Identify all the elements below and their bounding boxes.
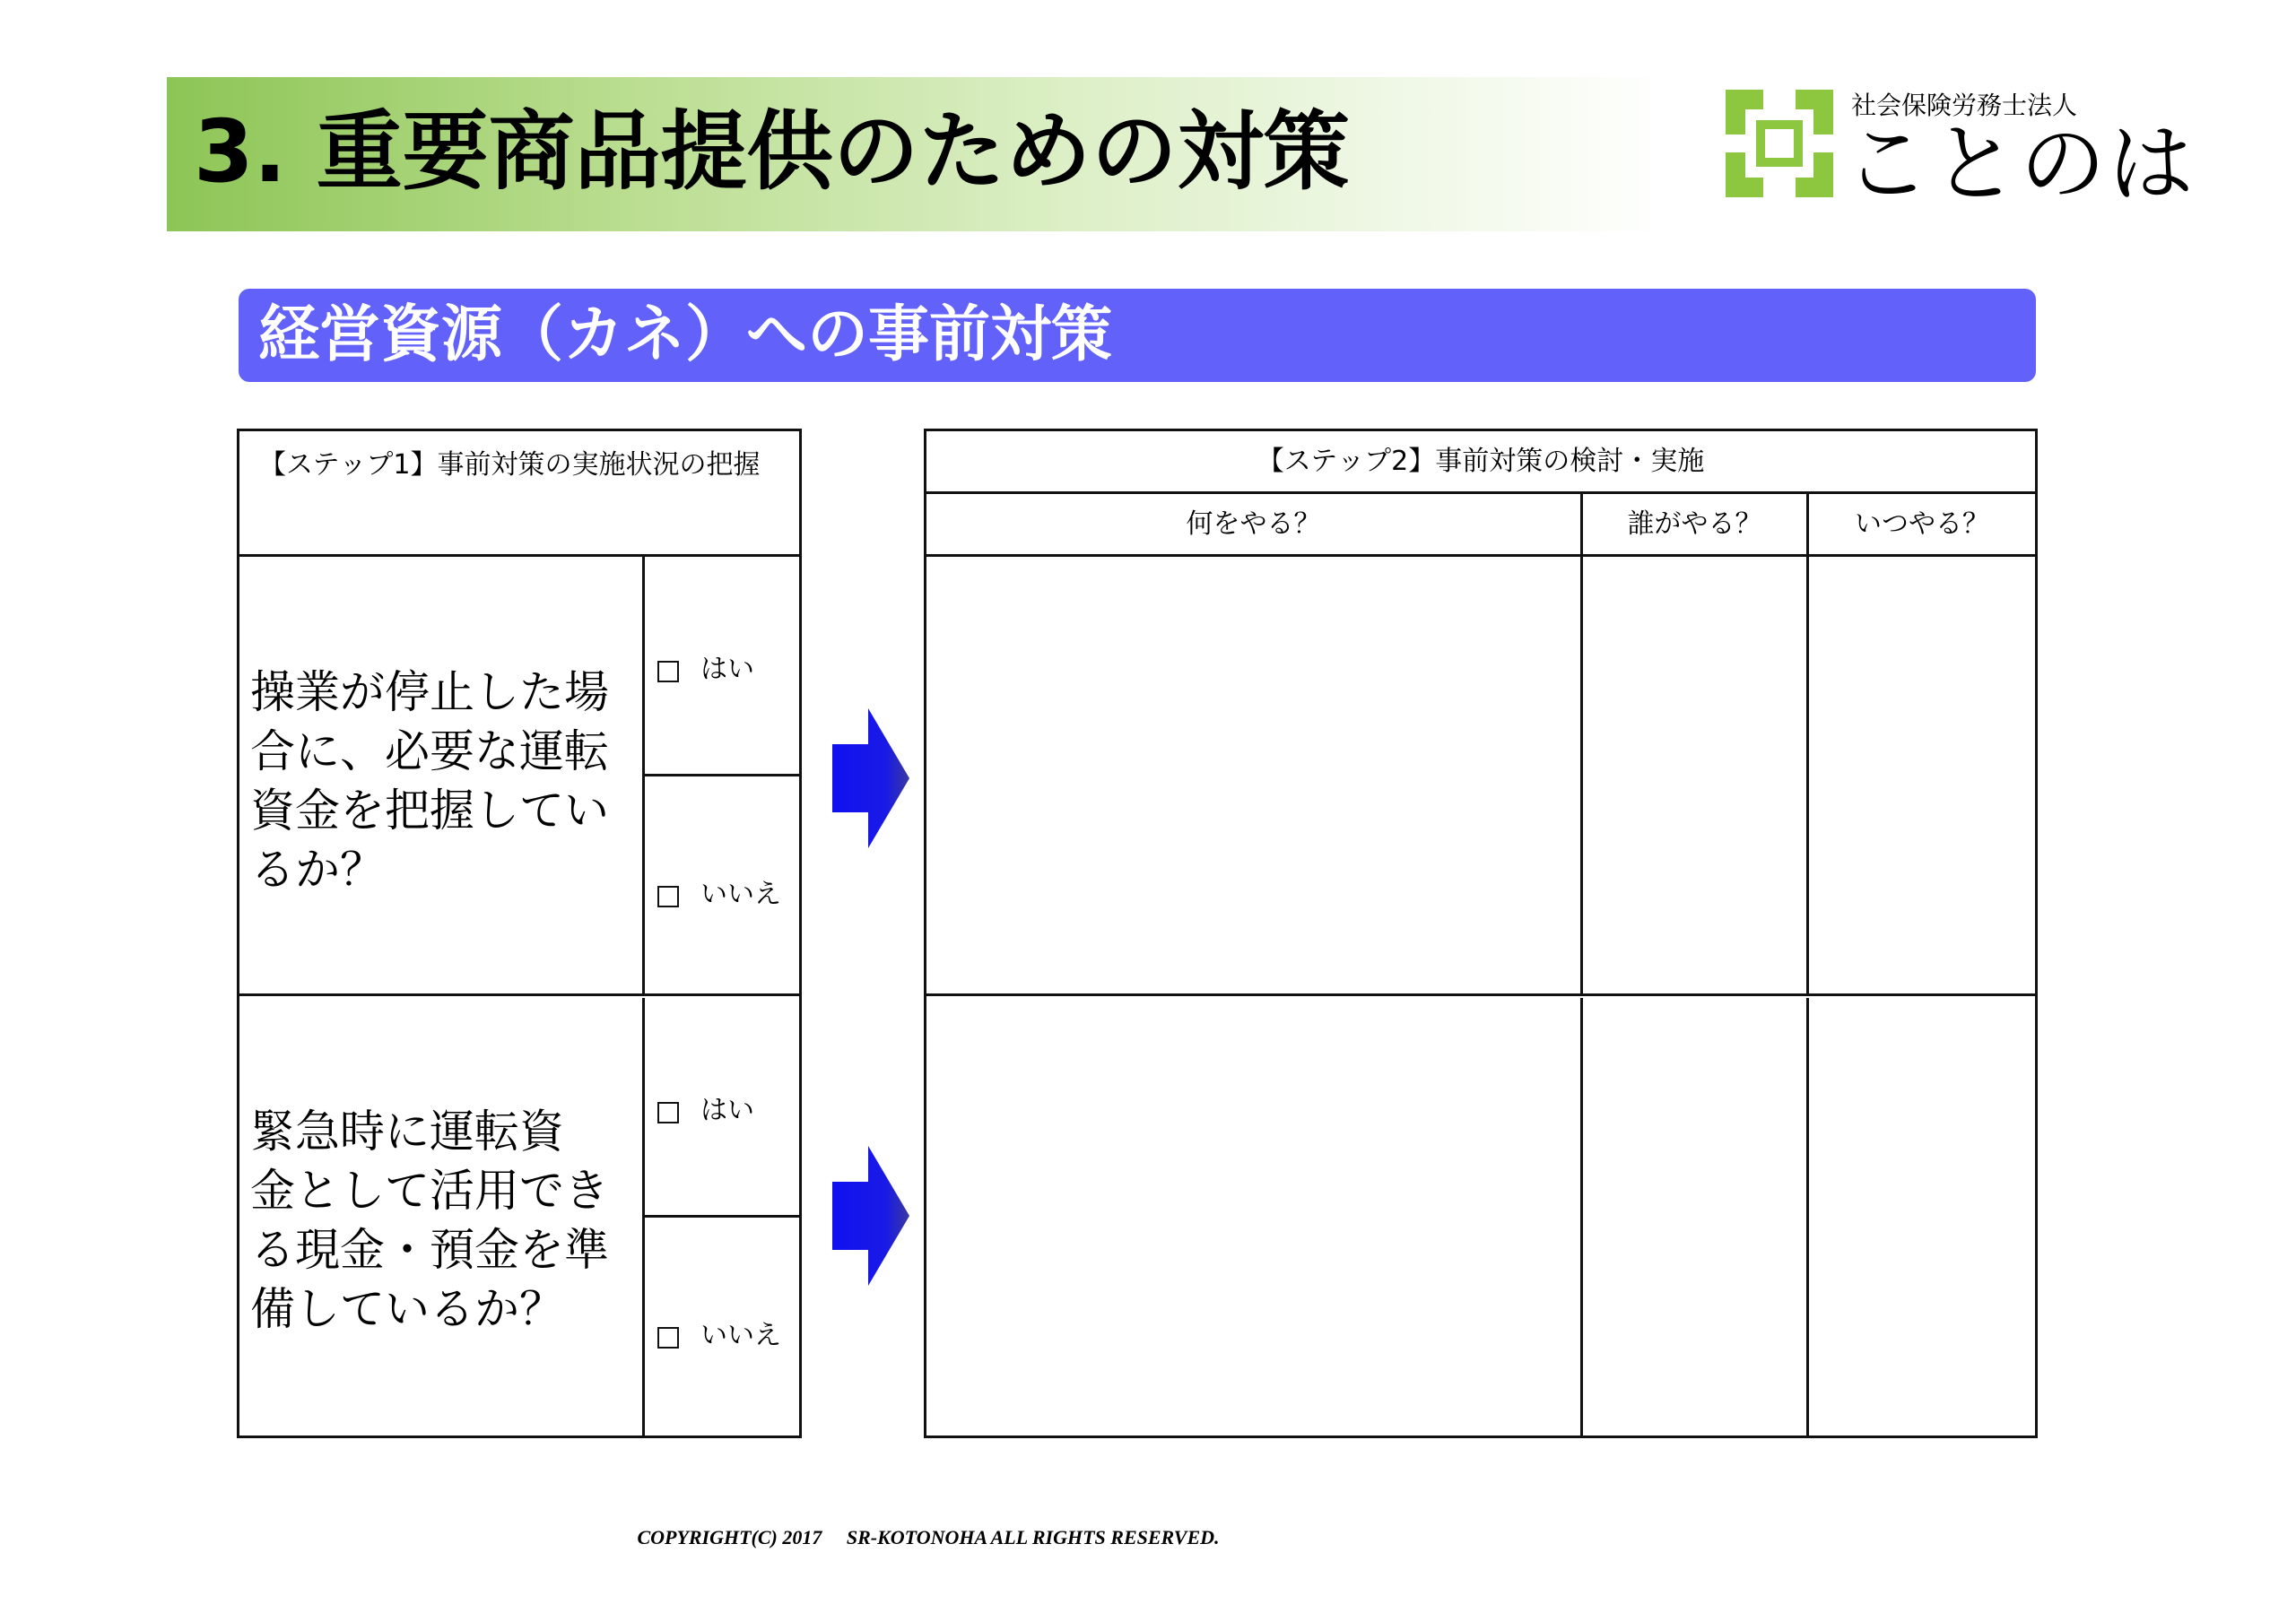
step1-header [239, 431, 799, 557]
table-row [926, 557, 2035, 996]
who-cell[interactable] [1583, 998, 1809, 1437]
answer-no-cell[interactable] [645, 776, 799, 996]
what-cell[interactable] [926, 998, 1583, 1437]
right-arrow-icon [832, 708, 909, 848]
step2-title: 【ステップ2】事前対策の検討・実施 [1257, 446, 1705, 477]
step2-header-row [926, 494, 2035, 557]
answer-yes-label: はい [700, 1095, 754, 1126]
page-title: 3. 重要商品提供のための対策 [194, 101, 1350, 202]
answer-yes-label: はい [700, 654, 754, 685]
column-header-when: いつやる？ [1855, 508, 1989, 540]
who-cell[interactable] [1583, 557, 1809, 993]
when-cell[interactable] [1809, 557, 2035, 993]
checkbox-icon[interactable] [657, 1102, 679, 1123]
what-cell[interactable] [926, 557, 1583, 993]
step2-title-row [926, 431, 2035, 494]
question-cell [239, 557, 645, 993]
column-header-who: 誰がやる？ [1583, 494, 1809, 554]
checkbox-icon[interactable] [657, 661, 679, 682]
answer-no-cell[interactable] [645, 1218, 799, 1437]
kotonoha-logo-icon [1726, 90, 1833, 197]
answer-yes-cell[interactable] [645, 998, 799, 1218]
step2-table [924, 429, 2038, 1438]
answer-no-label: いいえ [700, 1320, 781, 1351]
answer-yes-cell[interactable] [645, 557, 799, 776]
table-row [926, 998, 2035, 1437]
column-header-what: 何をやる？ [926, 494, 1583, 554]
question-text: 操業が停止した場 合に、必要な運転 資金を把握してい るか？ [250, 666, 609, 896]
question-cell [239, 998, 645, 1437]
answer-no-label: いいえ [700, 879, 781, 910]
step1-header-text: 【ステップ1】事前対策の実施状況の把握 [259, 449, 761, 481]
logo-name: ことのは [1844, 114, 2196, 214]
checkbox-icon[interactable] [657, 886, 679, 907]
checkbox-icon[interactable] [657, 1327, 679, 1349]
logo-caption: 社会保険労務士法人 [1851, 91, 2078, 120]
question-row [239, 557, 799, 996]
question-text: 緊急時に運転資 金として活用でき る現金・預金を準 備しているか？ [250, 1106, 609, 1335]
copyright-footer: COPYRIGHT(C) 2017 SR-KOTONOHA ALL RIGHTS RESERVED. [637, 1526, 1220, 1548]
right-arrow-icon [832, 1146, 909, 1286]
step1-table [237, 429, 802, 1438]
section-title: 経営資源（カネ）への事前対策 [258, 299, 1113, 370]
question-row [239, 998, 799, 1437]
when-cell[interactable] [1809, 998, 2035, 1437]
